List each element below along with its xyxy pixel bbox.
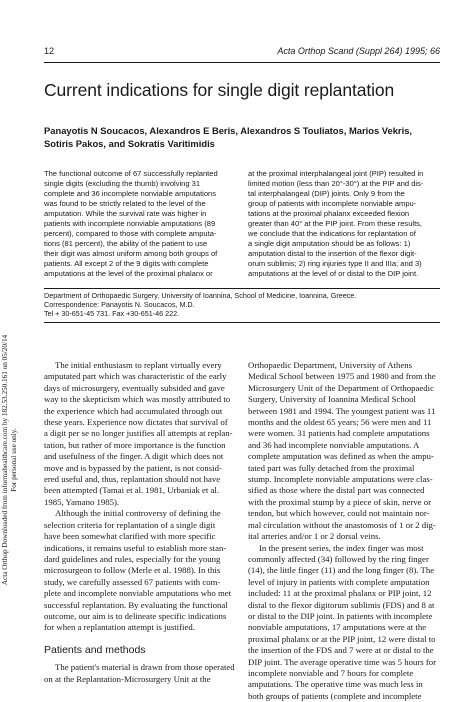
- body-line: DIP joint. The average operative time was 5 hours for: [248, 656, 437, 667]
- article-body: [44, 360, 440, 702]
- body-line: stump. Incomplete nonviable amputations were clas-: [248, 474, 433, 485]
- body-line: proximal phalanx or at the PIP joint, 12 were distal to: [248, 633, 436, 644]
- contact-line: Tel + 30-651-45 731. Fax +30-651-46 222.: [44, 309, 180, 319]
- body-line: ered useful and, thus, replantation should not have: [44, 474, 221, 485]
- body-line: outcome, our aim is to delineate specific indications: [44, 610, 227, 621]
- body-line: or distal to the DIP joint. In patients with incomplete: [248, 610, 433, 621]
- affiliation-block: [44, 291, 444, 319]
- body-line: nonviable amputations, 17 amputations were at the: [248, 622, 427, 633]
- body-line: (14), the little finger (11) and the long finger (8). The: [248, 565, 435, 576]
- body-line: the insertion of the FDS and 7 were at or distal to the: [248, 645, 434, 656]
- body-line: sified as those where the distal part was connected: [248, 485, 425, 496]
- abstract-line: at the proximal interphalangeal joint (PIP) resulted in: [248, 169, 424, 178]
- body-line: commonly affected (34) followed by the ring finger: [248, 553, 429, 564]
- author-line: Panayotis N Soucacos, Alexandros E Beris, Alexandros S Touliatos, Marios Vekris,: [44, 125, 413, 136]
- body-line: with the proximal stump by a piece of skin, nerve or: [248, 496, 431, 507]
- body-line: tated part was fully detached from the proximal: [248, 462, 415, 473]
- body-line: amputations. The operative time was much less in: [248, 679, 423, 690]
- body-line: been attempted (Tamai et al. 1981, Urbaniak et al.: [44, 485, 220, 496]
- abstract-line: complete and 36 incomplete nonviable amputations: [44, 189, 217, 198]
- body-line: tendon, but which however, could not maintain nor-: [248, 508, 430, 519]
- body-line: In the present series, the index finger was most: [259, 542, 424, 553]
- body-line: ital arteries and/or 1 or 2 dorsal veins.: [248, 531, 381, 542]
- abstract-line: orum sublimis; 2) ring injuries type II and IIIa; and 3): [248, 259, 422, 268]
- watermark-line: Acta Orthop Downloaded from informahealthcare.com by 182.53.250.161 on 05/20/14: [1, 334, 9, 586]
- body-line: Medical School between 1975 and 1980 and from the: [248, 371, 436, 382]
- watermark-line: For personal use only.: [10, 428, 18, 492]
- body-line: for when a replantation attempt is justified.: [44, 622, 195, 633]
- body-line: amputated part which was characteristic of the early: [44, 371, 227, 382]
- abstract-line: tions (81 percent), the ability of the patient to use: [44, 239, 208, 248]
- body-line: Orthopaedic Department, University of Athens: [248, 360, 413, 370]
- body-line: Surgery, University of Ioannina Medical School: [248, 394, 416, 405]
- abstract-line: tal interphalangeal (DIP) joints. Only 9 from the: [248, 189, 405, 198]
- abstract-line: patients with incomplete nonviable amputations (89: [44, 219, 216, 228]
- abstract-line: amputations at the level of the proximal phalanx or: [44, 269, 213, 278]
- body-line: the experience which had accumulated through out: [44, 405, 223, 416]
- section-heading: Patients and methods: [44, 643, 146, 656]
- body-line: included: 11 at the proximal phalanx or PIP joint, 12: [248, 588, 432, 599]
- body-line: between 1981 and 1994. The youngest patient was 11: [248, 405, 436, 416]
- body-line: level of injury in patients with complete amputation: [248, 576, 430, 587]
- author-list: [44, 124, 444, 150]
- abstract-line: percent), compared to those with complete amputa-: [44, 229, 217, 238]
- abstract-column-left: [44, 169, 236, 279]
- abstract-line: was found to be strictly related to the level of the: [44, 199, 206, 208]
- page-number: 12: [44, 46, 55, 56]
- body-line: were women. 31 patients had complete amputations: [248, 428, 430, 439]
- journal-citation: Acta Orthop Scand (Suppl 264) 1995; 66: [277, 46, 440, 56]
- abstract-rule: [44, 288, 440, 289]
- abstract-line: greater than 40° at the PIP joint. From these results,: [248, 219, 423, 228]
- body-line: incomplete nonviable and 7 hours for complete: [248, 667, 414, 678]
- body-line: plete and incomplete nonviable amputations who met: [44, 588, 232, 599]
- body-line: complete amputation was defined as when the ampu-: [248, 451, 434, 462]
- abstract-line: The functional outcome of 67 successfully replanted: [44, 169, 218, 178]
- body-line: way to the skepticism which was mostly attributed to: [44, 394, 231, 405]
- body-line: both groups of patients (complete and incomplete: [248, 690, 422, 701]
- body-line: months and the oldest 65 years; 56 were men and 11: [248, 417, 432, 428]
- body-column-left: [44, 360, 236, 702]
- abstract-line: we conclude that the indications for replantation of: [248, 229, 416, 238]
- body-line: The initial enthusiasm to replant virtually every: [55, 360, 222, 370]
- body-line: microsurgeon to follow (Merle et al. 1988). In this: [44, 565, 221, 576]
- abstract-line: amputations at the level of or distal to the DIP joint.: [248, 269, 419, 278]
- body-line: these years. Experience now dictates that survival of: [44, 417, 228, 428]
- body-line: distal to the flexor digitorum sublimis (FDS) and 8 at: [248, 599, 435, 610]
- body-line: have been somewhat clarified with more specific: [44, 531, 216, 542]
- author-line: Sotiris Pakos, and Sokratis Varitimidis: [44, 138, 215, 149]
- body-line: and usefulness of the finger. A digit which does not: [44, 451, 224, 462]
- body-line: successful replantation. By evaluating the functional: [44, 599, 228, 610]
- abstract-line: their digit was almost uniform among both groups of: [44, 249, 218, 258]
- body-line: Microsurgery Unit of the Department of Orthopaedic: [248, 382, 434, 393]
- abstract-column-right: [248, 169, 440, 279]
- body-line: indications, it remains useful to establish more stan-: [44, 542, 227, 553]
- abstract-line: limited motion (less than 20°-30°) at the PIP and dis-: [248, 179, 424, 188]
- body-line: move and is bypassed by the patient, is not consid-: [44, 462, 222, 473]
- header-rule: [44, 62, 440, 63]
- abstract-line: single digits (excluding the thumb) involving 31: [44, 179, 201, 188]
- download-watermark: [1, 335, 19, 585]
- body-line: and 36 had incomplete nonviable amputations. A: [248, 439, 420, 450]
- correspondence-line: Correspondence: Panayotis N. Soucacos, M.D.: [44, 300, 195, 310]
- body-line: mal circulation without the anastomosis of 1 or 2 dig-: [248, 519, 436, 530]
- body-line: on at the Replantation-Microsurgery Unit at the: [44, 673, 211, 684]
- abstract: [44, 169, 440, 279]
- body-line: study, we carefully assessed 67 patients with com-: [44, 576, 221, 587]
- body-line: Although the initial controversy of defining the: [55, 508, 221, 519]
- abstract-line: tations at the proximal phalanx exceeded flexion: [248, 209, 410, 218]
- affiliation-line: Department of Orthopaedic Surgery, University of Ioannina, School of Medicine, Ioannina, Greece.: [44, 291, 357, 300]
- body-line: The patient's material is drawn from those operated: [55, 662, 235, 673]
- abstract-line: amputation distal to the insertion of the flexor digit-: [248, 249, 417, 258]
- body-line: 1985, Yamano 1985).: [44, 496, 120, 507]
- body-column-right: [248, 360, 440, 702]
- body-line: days of microsurgery, eventually subsided and gave: [44, 382, 225, 393]
- affiliation-rule: [44, 322, 440, 323]
- abstract-line: patients. All except 2 of the 9 digits with complete: [44, 259, 209, 268]
- body-line: dard guidelines and rules, especially for the young: [44, 553, 221, 564]
- abstract-line: amputation. While the survival rate was higher in: [44, 209, 207, 218]
- abstract-line: group of patients with incomplete nonviable ampu-: [248, 199, 417, 208]
- article-title: Current indications for single digit replantation: [44, 80, 395, 100]
- body-line: tation, but rather of more importance is the function: [44, 439, 226, 450]
- abstract-line: a single digit amputation should be as follows: 1): [248, 239, 411, 248]
- body-line: a digit per se no longer justifies all attempts at replan-: [44, 428, 233, 439]
- body-line: selection criteria for replantation of a single digit: [44, 519, 216, 530]
